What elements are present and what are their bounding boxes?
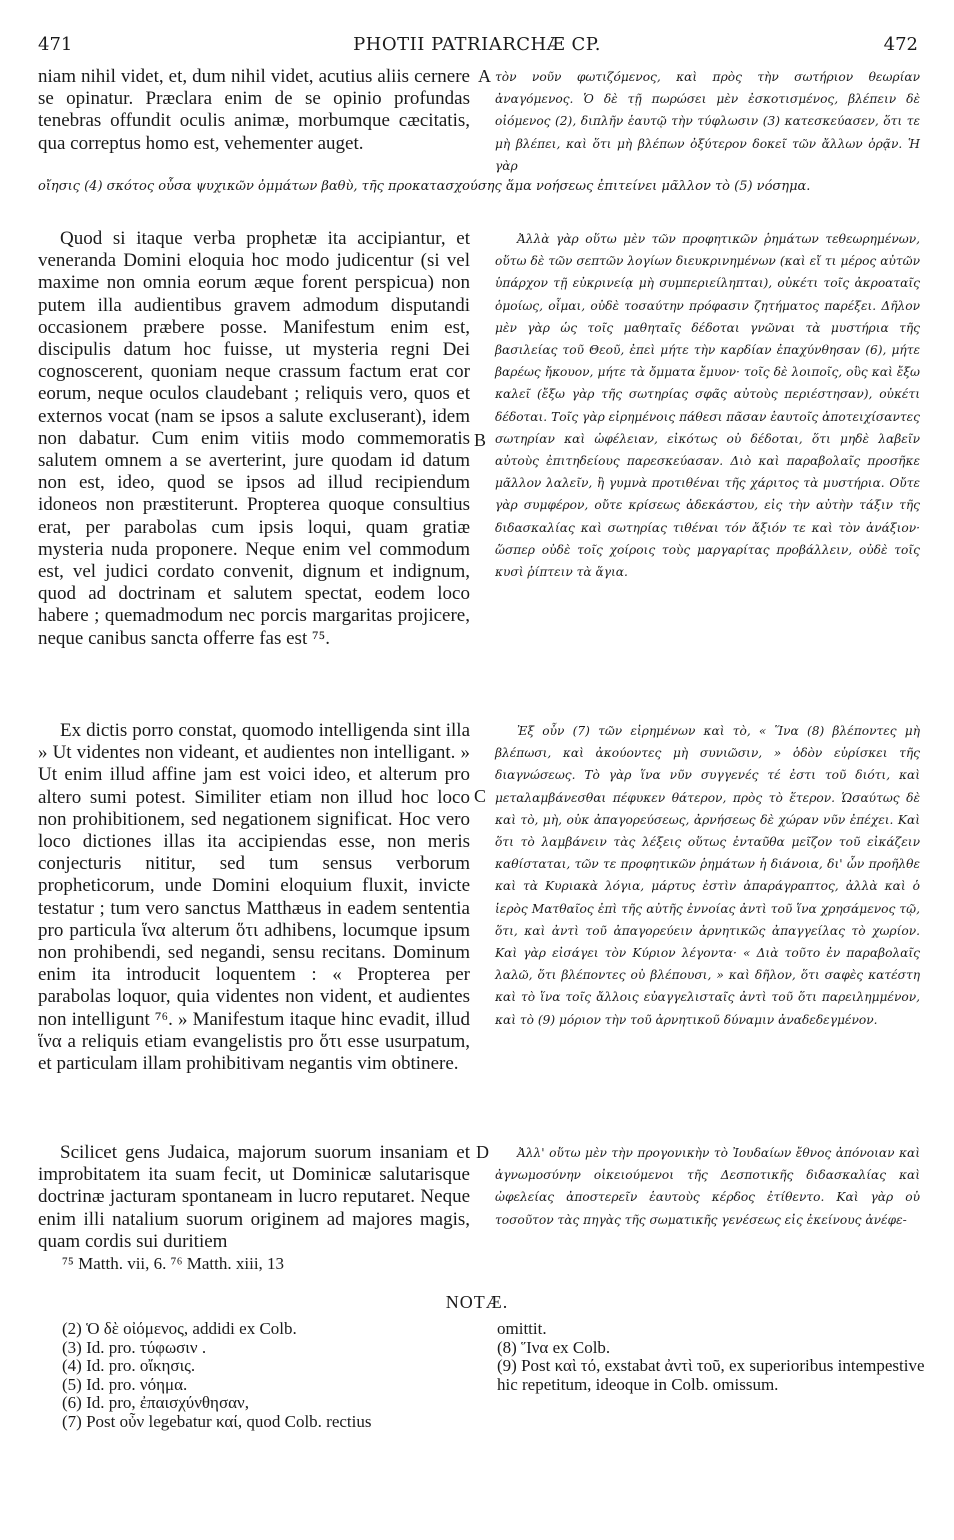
greek-fullwidth-line: οἴησις (4) σκότος οὖσα ψυχικῶν ὀμμάτων βαθὺ, τῆς προκατασχούσης ἅμα νοήσεως ἐπιτείνει μᾶλλον τὸ (5) νόσημα. bbox=[38, 179, 811, 194]
note-item: omittit. bbox=[497, 1319, 547, 1338]
latin-column-c bbox=[38, 720, 470, 1075]
running-title: PHOTII PATRIARCHÆ CP. bbox=[353, 34, 601, 55]
latin-paragraph: niam nihil videt, et, dum nihil videt, acutius aliis cernere se opinatur. Præclara enim de se opinio profundas tenebras offundit oculis animæ, morbumque cæcitatis, qua correptus homo est, vehementer auget. bbox=[38, 66, 470, 154]
margin-letter-b: B bbox=[474, 430, 487, 450]
greek-column-top bbox=[495, 66, 920, 177]
margin-letter-d: D bbox=[476, 1142, 489, 1162]
note-item: (7) Post οὖν legebatur καί, quod Colb. rectius bbox=[62, 1411, 372, 1431]
page-number-right: 472 bbox=[883, 34, 918, 55]
latin-paragraph: Scilicet gens Judaica, majorum suorum insaniam et improbitatem ita suam fecit, ut Dominicæ salutarisque doctrinæ jacturam spontaneam in lucro reputaret. Neque enim illi natalium suorum originem ad majores magis, quam cordis sui duritiem bbox=[38, 1142, 470, 1252]
scripture-footnotes: ⁷⁵ Matth. vii, 6. ⁷⁶ Matth. xiii, 13 bbox=[62, 1254, 285, 1273]
latin-paragraph: Quod si itaque verba prophetæ ita accipiantur, et veneranda Domini eloquia hoc modo judicentur (si vel maxime non omnia eorum æque forent perspicua) non putem illa audientibus gravem admodum disputandi occasionem præbere posse. Manifestum enim est, discipulis datum hoc fuisse, ut mysteria regni Dei cognoscerent, quoniam neque crassum factum erat cor eorum, neque oculos claudebant ; reliquis vero, quos et externos vocat (nam se ipsos a salute excluserant), idem non dabatur. Cum enim vitiis modo commemoratis salutem omnem a se averterint, jure quodam id datum non est, ideo, quod se ipsos ad illud recipiendum idoneos non præstiterunt. Propterea quoque consultius erat, per parabolas cum ipsis loqui, quam gratiæ mysteria nuda proponere. Neque enim vel commodum est, vel judici cordato convenit, dignum et indignum, quod ad doctrinam et salutem spectat, eodem loco habere ; quemadmodum nec porcis margaritas projicere, neque canibus sancta offerre fas est ⁷⁵. bbox=[38, 228, 470, 649]
note-item: (4) Id. pro. οἴκησις. bbox=[62, 1356, 196, 1376]
latin-column-b bbox=[38, 228, 470, 650]
note-item: (2) Ὁ δὲ οἰόμενος, addidi ex Colb. bbox=[62, 1319, 297, 1338]
page-number-left: 471 bbox=[38, 34, 73, 55]
latin-paragraph: Ex dictis porro constat, quomodo intelligenda sint illa » Ut videntes non videant, et audientes non intelligant. » Ut enim illud affine jam est voici ideo, et alterum pro altero sumi potest. Similiter etiam non illud hoc loco non prohibitionem, sed negationem significat. Hoc vero loco dictiones illas ita accipiendas esse, non meris conjecturis nititur, sed tum sensus verborum propheticorum, unde Domini eloquium fluxit, invicte testatur ; tum vero sanctus Matthæus in eadem sententia pro particula ἵνα alterum ὅτι adhibens, locumque ipsum non prohibendi, sed negandi, sensu recitans. Dominum enim ita introducit loquentem : « Propterea per parabolas loquor, quia videntes non vident, et audientes non intelligunt ⁷⁶. » Manifestum itaque hinc evadit, illud ἵνα a reliquis etiam evangelistis pro ὅτι esse usurpatum, et particulam illam prohibitivam negantis vim obtinere. bbox=[38, 720, 470, 1075]
greek-paragraph: τὸν νοῦν φωτιζόμενος, καὶ πρὸς τὴν σωτήριον θεωρίαν ἀναγόμενος. Ὁ δὲ τῇ πωρώσει μὲν ἐσκοτισμένος, βλέπειν δὲ οἰόμενος (2), διπλῆν ἑαυτῷ τὴν τύφλωσιν (3) κατεσκεύασεν, ὅτι τε μὴ βλέπει, καὶ ὅτι μὴ βλέπων ὀξύτερον δοκεῖ τῶν ἄλλων ὁρᾷν. Ἡ γὰρ bbox=[495, 70, 920, 173]
greek-paragraph: Ἐξ οὖν (7) τῶν εἰρημένων καὶ τὸ, « Ἵνα (8) βλέποντες μὴ βλέπωσι, καὶ ἀκούοντες μὴ συνιῶσιν, » ὁδὸν εὑρίσκει τῆς διαγνώσεως. Τὸ γὰρ ἵνα νῦν συγγενές τέ ἐστι τοῦ διότι, καὶ μεταλαμβάνεσθαι πέφυκεν θάτερον, πρὸς τὸ ἕτερον. Ὡσαύτως δὲ καὶ τὸ, μὴ, οὐκ ἀπαγορεύσεως, ἀρνήσεως δὲ χώραν νῦν ἐπέχει. Καὶ ὅτι τὸ λαμβάνειν τὰς λέξεις οὕτως ἐνταῦθα μεῖζον τοῦ εἰκάζειν καθίσταται, τῶν τε προφητικῶν ῥημάτων ἡ διάνοια, δι' ὧν προῆλθε καὶ τὰ Κυριακὰ λόγια, μάρτυς ἐστὶν ἀπαράγραπτος, ἀλλὰ καὶ ὁ ἱερὸς Ματθαῖος ἐπὶ τῆς αὐτῆς ἐννοίας ἀντὶ τοῦ ἵνα χρησάμενος τῷ, ὅτι, καὶ ἀντὶ τοῦ ἀπαγορεύειν ἀρνητικῶς ἀπαγγείλας τὸ χωρίον. Καὶ γὰρ εἰσάγει τὸν Κύριον λέγοντα· « Διὰ τοῦτο ἐν παραβολαῖς λαλῶ, ὅτι βλέποντες οὐ βλέπουσι, » καὶ δῆλον, ὅτι σαφὲς κατέστη καὶ τὸ ἵνα τοῖς ἄλλοις εὐαγγελισταῖς ἀντὶ τοῦ ὅτι παρειλημμένον, καὶ τὸ (9) μόριον τὴν τοῦ ἀρνητικοῦ δύναμιν ἀναδεδεγμένον. bbox=[495, 724, 920, 1027]
greek-column-c bbox=[495, 720, 920, 1031]
note-item: (3) Id. pro. τύφωσιν . bbox=[62, 1337, 207, 1357]
note-item: (9) Post καὶ τό, exstabat ἀντὶ τοῦ, ex superioribus intempestive hic repetitum, ideoque in Colb. omissum. bbox=[497, 1356, 925, 1394]
greek-paragraph: Ἀλλ' οὕτω μὲν τὴν προγονικὴν τὸ Ἰουδαίων ἔθνος ἀπόνοιαν καὶ ἀγνωμοσύνην οἰκειούμενοι τῆς Δεσποτικῆς διδασκαλίας καὶ ὠφελείας ἀποστερεῖν ἑαυτοὺς κέρδος ἐτίθεντο. Καὶ γὰρ οὐ τοσοῦτον τὰς πηγὰς τῆς σωματικῆς γενέσεως εἰς ἐκείνους ἀνέφε- bbox=[495, 1146, 920, 1227]
greek-column-b bbox=[495, 228, 920, 583]
notes-right-column bbox=[497, 1320, 927, 1394]
greek-column-d bbox=[495, 1142, 920, 1231]
note-item: (6) Id. pro, ἐπαισχύνθησαν, bbox=[62, 1393, 249, 1413]
greek-paragraph: Ἀλλὰ γὰρ οὕτω μὲν τῶν προφητικῶν ῥημάτων τεθεωρημένων, οὕτω δὲ τῶν σεπτῶν λογίων διευκρινημένων (καὶ εἴ τι μέρος αὐτῶν ὑπάρχον τῇ εὐκρινείᾳ μὴ συμπεριείληπται), οὐκέτι τοῖς ἀκροαταῖς ὁμοίως, οἶμαι, οὐδὲ τοσαύτην πρόφασιν ζητήματος παρέξει. Δῆλον μὲν γὰρ ὡς τοῖς μαθηταῖς δέδοται γνῶναι τὰ μυστήρια τῆς βασιλείας τοῦ Θεοῦ, ἐπεὶ μήτε τὴν καρδίαν ἐπαχύνθησαν (6), μήτε βαρέως ἤκουον, μήτε τὰ ὄμματα ἔμυον· τοῖς δὲ λοιποῖς, οὓς καὶ ἔξω καλεῖ (ἔξω γὰρ τῆς σωτηρίας σφᾶς αὐτοὺς περιέστησαν), οὐκέτι δέδοται. Τοῖς γὰρ εἰρημένοις πάθεσι πᾶσαν ἑαυτοῖς ἀποτειχίσαντες σωτηρίαν καὶ ὠφέλειαν, εἰκότως οὐ δέδοται, ὅτι μηδὲ λαβεῖν αὐτοὺς ἐπιτηδείους παρεσκεύασαν. Διὸ καὶ παραβολαῖς προσῆκε μᾶλλον λαλεῖν, ἢ γυμνὰ προτιθέναι τῆς χάριτος τὰ μυστήρια. Οὔτε γὰρ συμφέρον, οὔτε κρίσεως ἀδεκάστου, εἰς τὴν αὐτὴν τάξιν τῆς διδασκαλίας καὶ σωτηρίας τιθέναι τόν ἄξιόν τε καὶ τὸν ἀνάξιον· ὥσπερ οὐδὲ τοῖς χοίροις τοὺς μαργαρίτας προβάλλειν, οὐδὲ τοῖς κυσὶ ῥίπτειν τὰ ἅγια. bbox=[495, 232, 920, 580]
notes-heading: NOTÆ. bbox=[445, 1292, 509, 1312]
note-item: (5) Id. pro. νόημα. bbox=[62, 1374, 188, 1394]
margin-letter-c: C bbox=[474, 786, 487, 806]
note-item: (8) Ἵνα ex Colb. bbox=[497, 1337, 611, 1357]
latin-column-top bbox=[38, 66, 470, 155]
margin-letter-a: A bbox=[478, 66, 491, 86]
notes-left-column bbox=[62, 1320, 462, 1432]
latin-column-d bbox=[38, 1142, 470, 1253]
